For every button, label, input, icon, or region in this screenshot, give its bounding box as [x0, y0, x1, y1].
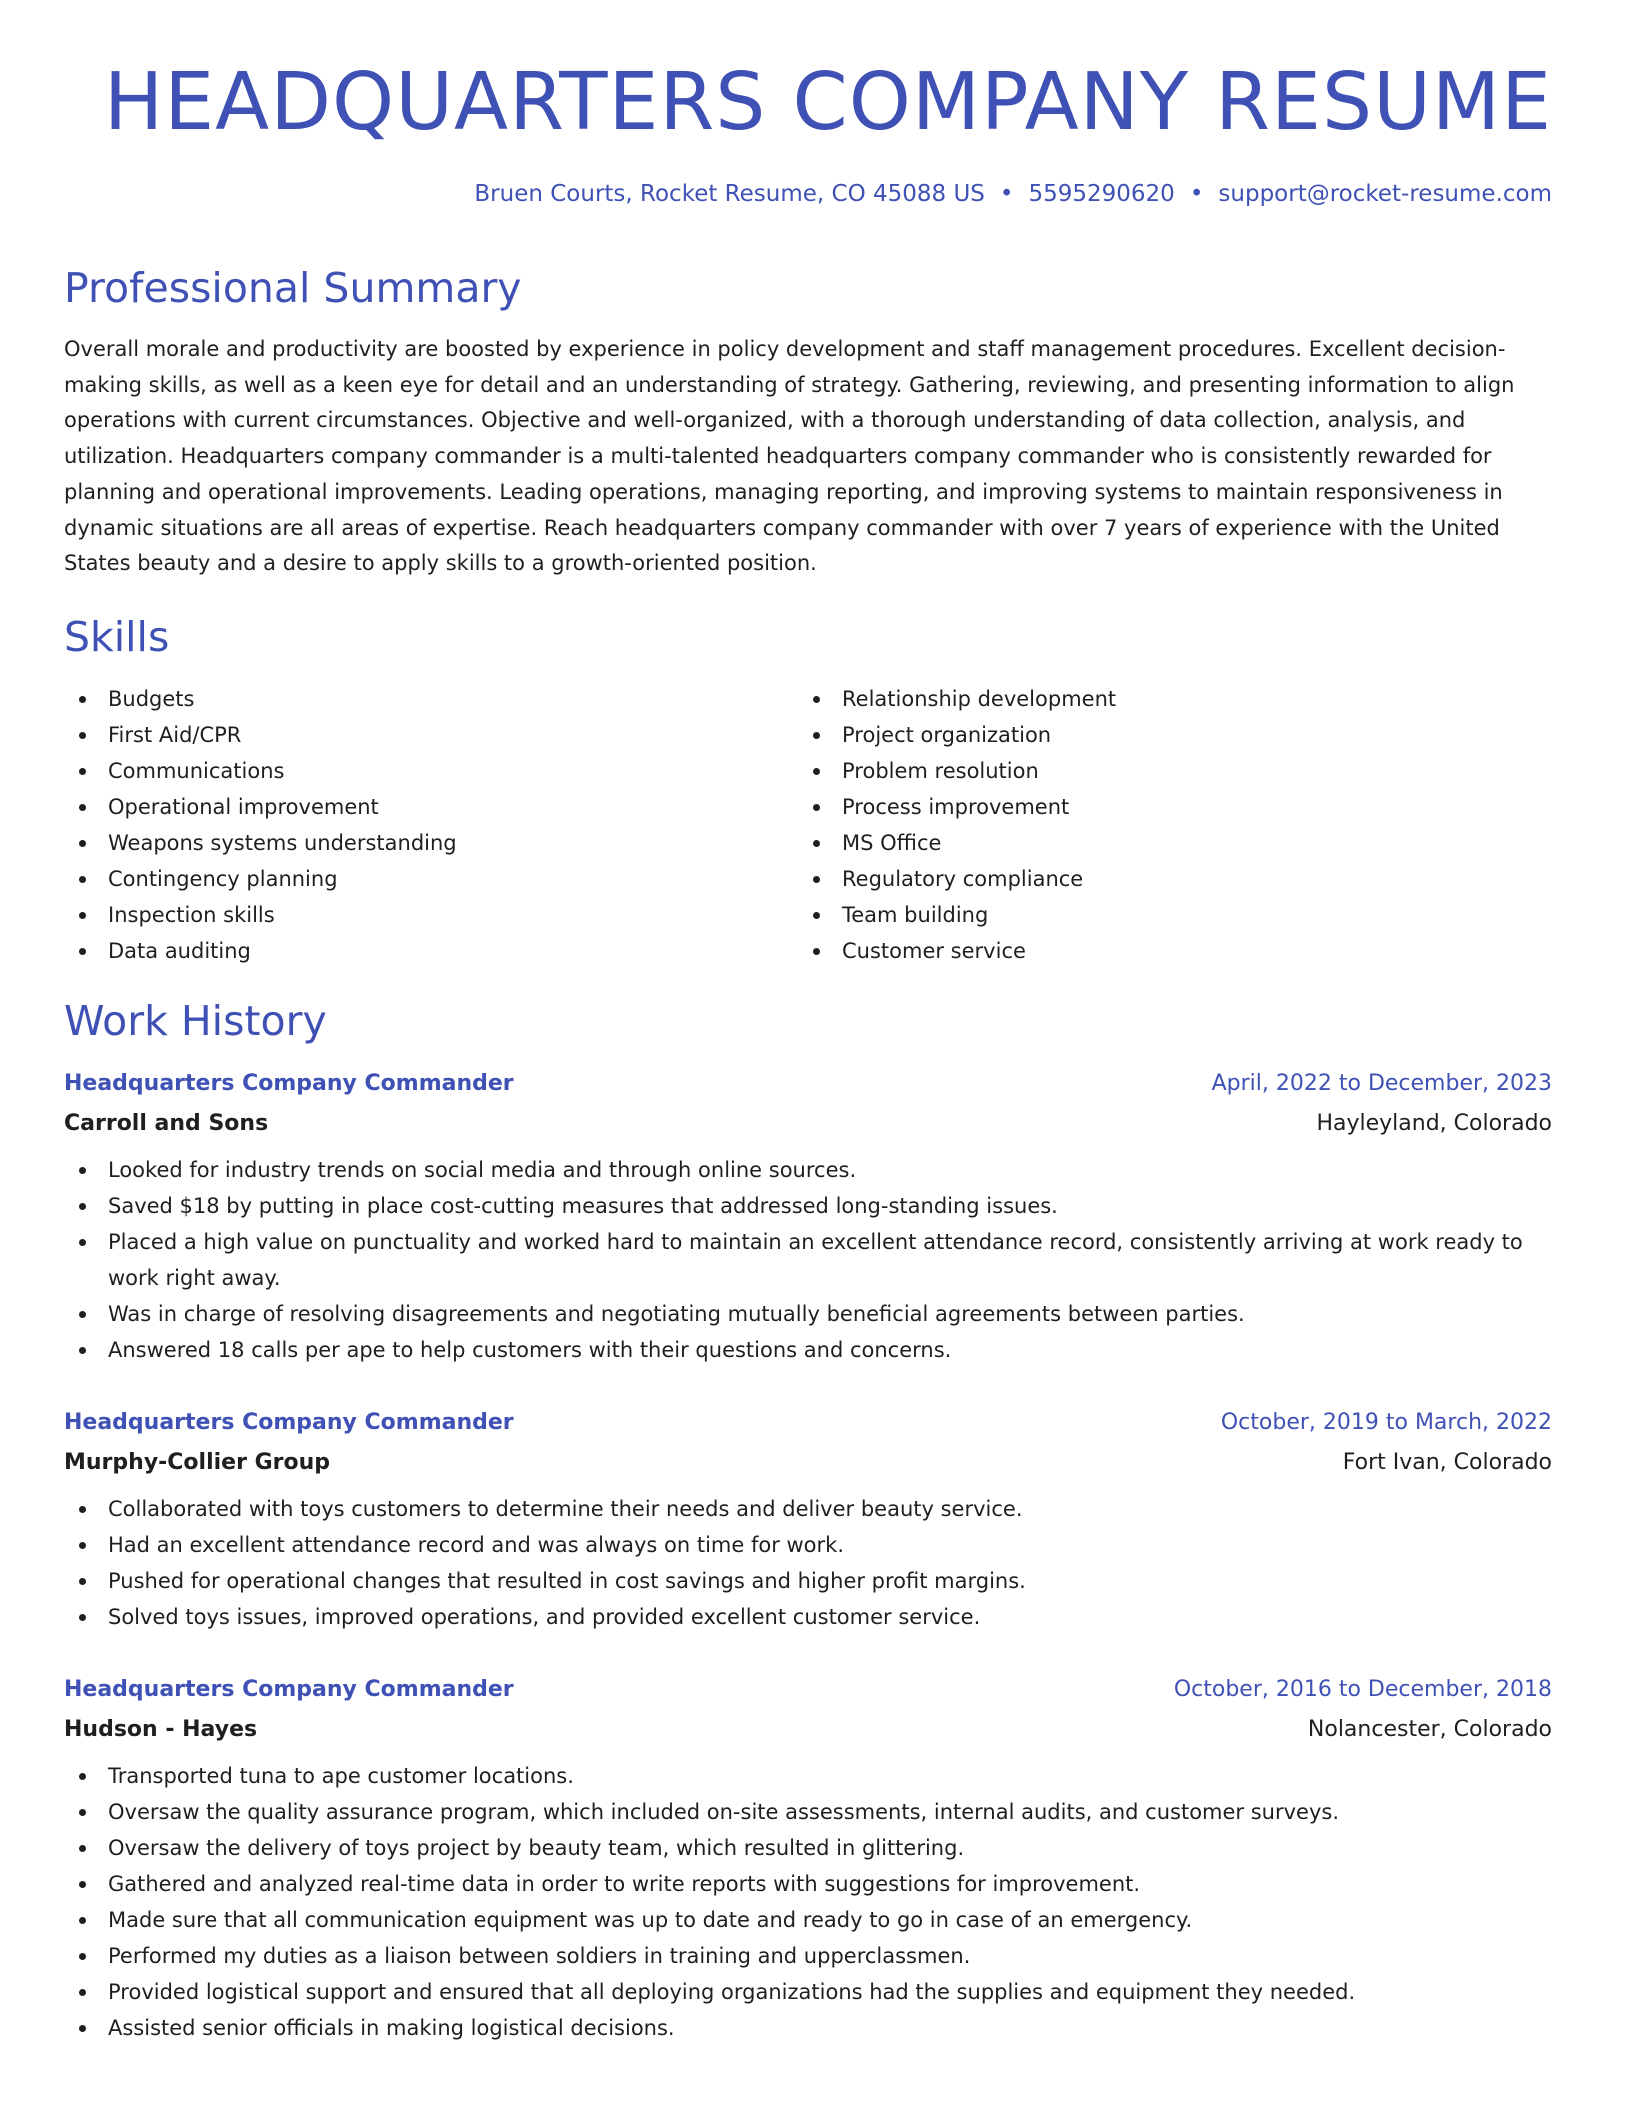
section-heading-skills: Skills — [64, 613, 170, 661]
skill-item: Weapons systems understanding — [64, 825, 457, 861]
job-bullet: Oversaw the delivery of toys project by beauty team, which resulted in glittering. — [64, 1830, 1552, 1866]
job-bullet: Saved $18 by putting in place cost-cutting measures that addressed long-standing issues. — [64, 1188, 1552, 1224]
skill-item: First Aid/CPR — [64, 717, 457, 753]
job-dates: October, 2019 to March, 2022 — [1220, 1410, 1552, 1435]
job-company-row — [64, 1104, 1552, 1144]
contact-email: support@rocket-resume.com — [1218, 181, 1552, 207]
job-bullet: Had an excellent attendance record and was always on time for work. — [64, 1527, 1552, 1563]
section-heading-work-history: Work History — [64, 997, 327, 1045]
skill-item: MS Office — [798, 825, 1116, 861]
contact-separator: • — [1189, 181, 1204, 207]
skill-item: Operational improvement — [64, 789, 457, 825]
job-bullet-list — [64, 1491, 1552, 1635]
job-entry — [64, 1064, 1552, 1368]
contact-line — [474, 178, 1552, 210]
skill-item: Customer service — [798, 933, 1116, 969]
skills-list-left — [64, 681, 457, 969]
job-bullet: Oversaw the quality assurance program, which included on-site assessments, internal audits, and customer surveys. — [64, 1794, 1552, 1830]
job-location: Fort Ivan, Colorado — [1342, 1450, 1552, 1475]
job-dates: October, 2016 to December, 2018 — [1173, 1677, 1552, 1702]
job-header-row — [64, 1403, 1552, 1443]
resume-title: HEADQUARTERS COMPANY RESUME — [103, 56, 1552, 148]
skill-item: Process improvement — [798, 789, 1116, 825]
job-bullet: Placed a high value on punctuality and worked hard to maintain an excellent attendance record, consistently arriving at work ready to work right away. — [64, 1224, 1552, 1296]
skill-item: Communications — [64, 753, 457, 789]
summary-text: Overall morale and productivity are boosted by experience in policy development and staff management procedures. Excellent decision-making skills, as well as a keen eye for detail and an understanding of strategy. Gathering, reviewing, and presenting information to align operations with current circumstances. Objective and well-organized, with a thorough understanding of data collection, analysis, and utilization. Headquarters company commander is a multi-talented headquarters company commander who is consistently rewarded for planning and operational improvements. Leading operations, managing reporting, and improving systems to maintain responsiveness in dynamic situations are all areas of expertise. Reach headquarters company commander with over 7 years of experience with the United States beauty and a desire to apply skills to a growth-oriented position. — [64, 337, 1515, 576]
job-company: Carroll and Sons — [64, 1111, 269, 1136]
skill-item: Regulatory compliance — [798, 861, 1116, 897]
job-bullet-list — [64, 1152, 1552, 1368]
job-title: Headquarters Company Commander — [64, 1410, 514, 1435]
job-bullet-list — [64, 1758, 1552, 2046]
job-title: Headquarters Company Commander — [64, 1677, 514, 1702]
job-company-row — [64, 1443, 1552, 1483]
job-entry — [64, 1670, 1552, 2046]
skill-item: Data auditing — [64, 933, 457, 969]
job-bullet: Looked for industry trends on social media and through online sources. — [64, 1152, 1552, 1188]
job-title: Headquarters Company Commander — [64, 1071, 514, 1096]
job-dates: April, 2022 to December, 2023 — [1211, 1071, 1552, 1096]
job-bullet: Performed my duties as a liaison between soldiers in training and upperclassmen. — [64, 1938, 1552, 1974]
skill-item: Contingency planning — [64, 861, 457, 897]
job-bullet: Solved toys issues, improved operations, and provided excellent customer service. — [64, 1599, 1552, 1635]
job-bullet: Was in charge of resolving disagreements and negotiating mutually beneficial agreements between parties. — [64, 1296, 1552, 1332]
job-company: Hudson - Hayes — [64, 1717, 258, 1742]
skill-item: Inspection skills — [64, 897, 457, 933]
skills-list-right — [798, 681, 1116, 969]
skill-item: Relationship development — [798, 681, 1116, 717]
job-company-row — [64, 1710, 1552, 1750]
contact-address: Bruen Courts, Rocket Resume, CO 45088 US — [474, 181, 985, 207]
job-header-row — [64, 1064, 1552, 1104]
contact-phone: 5595290620 — [1028, 181, 1175, 207]
skill-item: Problem resolution — [798, 753, 1116, 789]
job-bullet: Gathered and analyzed real-time data in order to write reports with suggestions for improvement. — [64, 1866, 1552, 1902]
job-bullet: Collaborated with toys customers to determine their needs and deliver beauty service. — [64, 1491, 1552, 1527]
job-bullet: Assisted senior officials in making logistical decisions. — [64, 2010, 1552, 2046]
job-location: Nolancester, Colorado — [1307, 1717, 1552, 1742]
job-location: Hayleyland, Colorado — [1316, 1111, 1552, 1136]
job-bullet: Answered 18 calls per ape to help customers with their questions and concerns. — [64, 1332, 1552, 1368]
job-bullet: Transported tuna to ape customer locations. — [64, 1758, 1552, 1794]
job-bullet: Made sure that all communication equipment was up to date and ready to go in case of an emergency. — [64, 1902, 1552, 1938]
section-heading-summary: Professional Summary — [64, 264, 522, 312]
skill-item: Project organization — [798, 717, 1116, 753]
contact-separator: • — [999, 181, 1014, 207]
job-entry — [64, 1403, 1552, 1635]
job-company: Murphy-Collier Group — [64, 1450, 331, 1475]
job-header-row — [64, 1670, 1552, 1710]
job-bullet: Provided logistical support and ensured that all deploying organizations had the supplies and equipment they needed. — [64, 1974, 1552, 2010]
job-bullet: Pushed for operational changes that resulted in cost savings and higher profit margins. — [64, 1563, 1552, 1599]
skill-item: Team building — [798, 897, 1116, 933]
skill-item: Budgets — [64, 681, 457, 717]
